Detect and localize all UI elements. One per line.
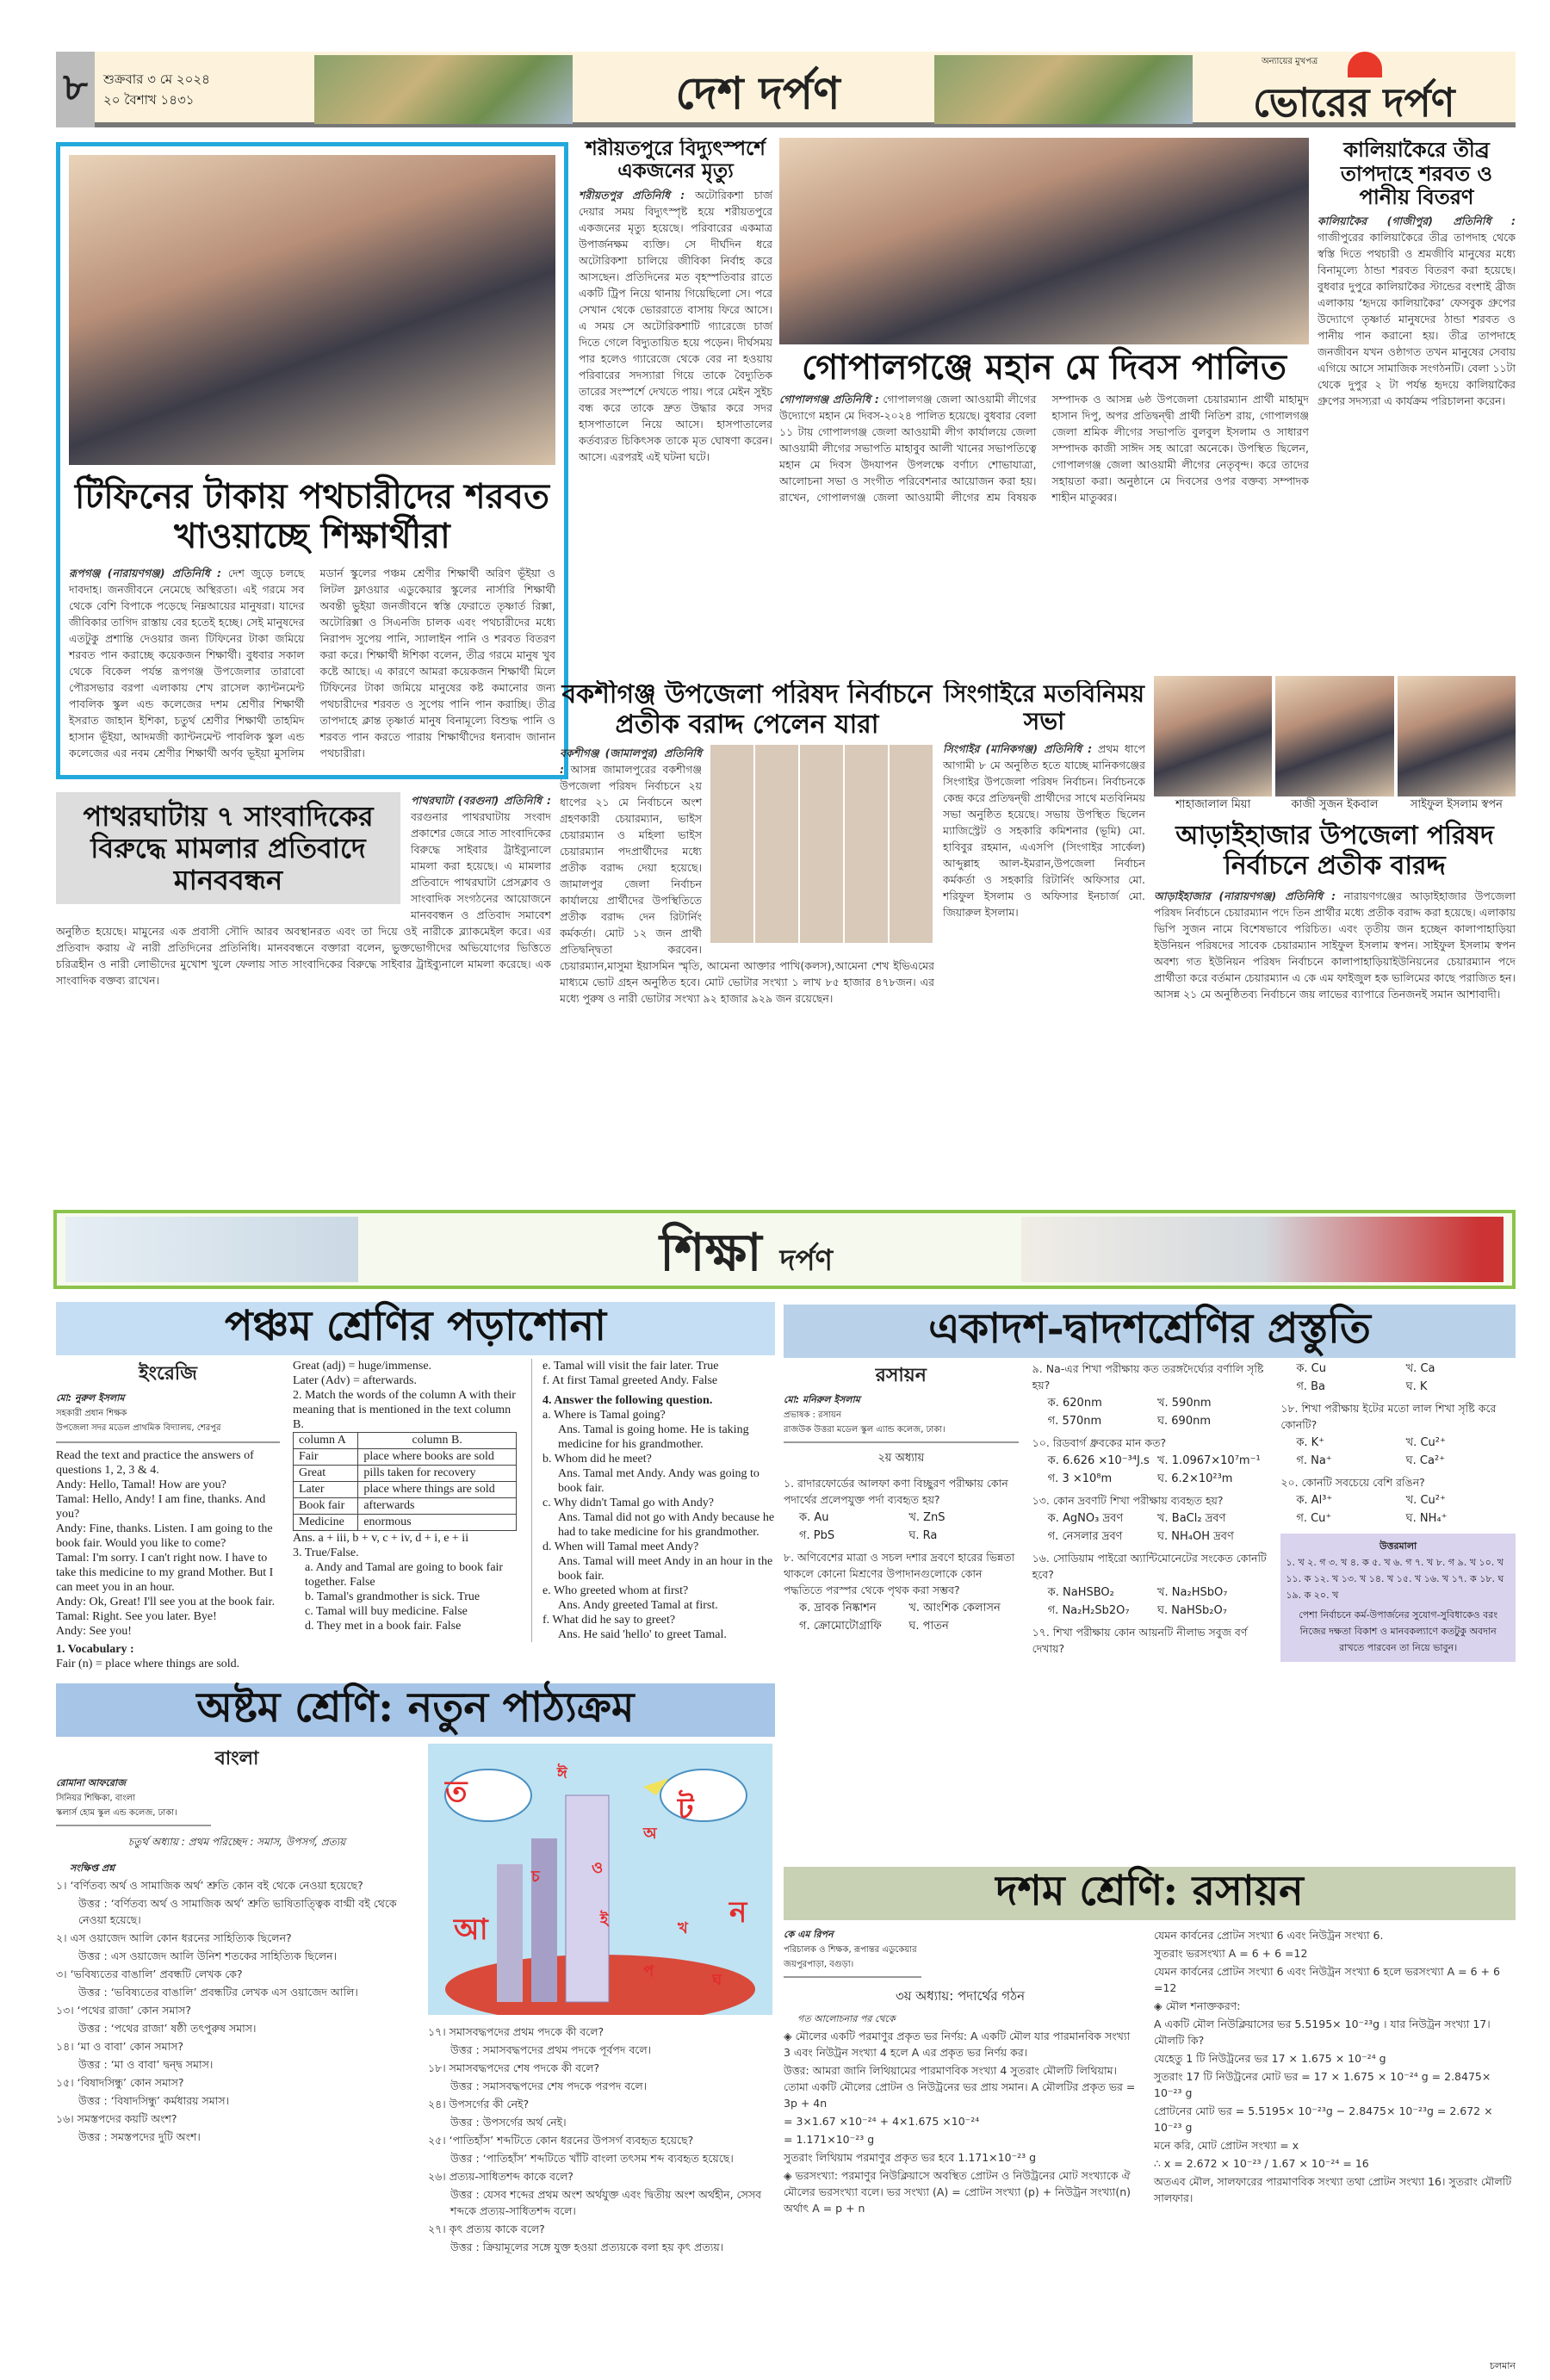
headline: আড়াইহাজার উপজেলা পরিষদ নির্বাচনে প্রতীক বারদ্দ	[1175, 821, 1494, 881]
mcq-option: গ. 570nm	[1047, 1415, 1102, 1428]
vocab-item: Great (adj) = huge/immense.	[293, 1360, 432, 1373]
answer: Ans. He said 'hello' to greet Tamal.	[558, 1628, 727, 1641]
answers-box: উত্তরমালা ১. খ ২. গ ৩. খ ৪. ক ৫. খ ৬. গ ৭. খ ৮. গ ৯. খ ১০. খ ১১. ক ১২. খ ১৩. খ ১৪. খ ১৫. খ ১৬. খ ১৭. ক ১৮. ঘ ১৯. ক ২০. খ পেশা নির্বাচনে কর্ম-উপার্জনের সুযোগ-সুবিধাকেও বরং নিজের দক্ষতা বিকাশ ও মানবকল্যাণে কতটুকু অবদান রাখতে পারবেন তা নিয়ে ভাবুন।	[1280, 1534, 1516, 1662]
vocab-heading: 1. Vocabulary :	[56, 1643, 134, 1656]
content-line: যেমন কার্বনের প্রোটন সংখ্যা 6 এবং নিউট্রন সংখ্যা 6.	[1154, 1929, 1384, 1942]
answer: Ans. Tamal did not go with Andy because he had to take medicine for his grandmother.	[558, 1511, 775, 1539]
content-line: উত্তর: আমরা জানি লিথিয়ামের পারমাণবিক সংখ্যা 4 সুতরাং মৌলটি লিথিয়াম। তোমা একটি মৌলের প্রোটন ও নিউট্রনের ভর প্রায় সমান। A মৌলটির প্রকৃত ভর = 3p + 4n	[784, 2064, 1136, 2110]
dateline: সিংগাইর (মানিকগঞ্জ) প্রতিনিধি :	[943, 742, 1093, 756]
mcq-option: খ. 1.0967×10⁷m⁻¹	[1156, 1454, 1261, 1467]
content-line: যেহেতু 1 টি নিউট্রনের ভর 17 × 1.675 × 10⁻²⁴ g	[1154, 2052, 1386, 2065]
mcq-option: ঘ. পাতন	[908, 1620, 949, 1633]
article-body: নারায়ণগঞ্জের আড়াইহাজার উপজেলা পরিষদ নির্বাচনে চেয়ারম্যান পদে তিন প্রার্থীর মধ্যে প্রতীক বরাদ্দ করা হয়েছে। এলাকায় ভিপি সুজন নামে বিশেষভাবে পরিচিত। এবং তৃতীয় জন হচ্ছেন কালাপাহাড়িয়া ইউনিয়ন পরিষদের সাবেক চেয়ারম্যান সাইফুল ইসলাম স্বপন। সাইফুল ইসলাম স্বপন অবশ্য গত ইউনিয়ন পরিষদ নির্বাচনে কালাপাহাড়িয়াইউনিয়নের চেয়ারম্যান পদে প্রার্থীতা করে বর্তমান চেয়ারম্যান এ কে এম ফাইজুল হক ভালিমের কাছে পরাজিত হন। আসন্ন ২১ মে অনুষ্ঠিতব্য নির্বাচনে জয় লাভের ব্যাপারে তিনজনই সমান আশাবাদী।	[1154, 889, 1516, 1001]
headline: বকশীগঞ্জ উপজেলা পরিষদ নির্বাচনে প্রতীক বরাদ্দ পেলেন যারা	[561, 680, 933, 740]
article-body: গাজীপুরের কালিয়াকৈরে তীব্র তাপদাহ থেকে স্বস্তি দিতে পথচারী ও শ্রমজীবি মানুষের মধ্যে বিনামূল্যে ঠান্ডা শরবত বিতরণ করা হয়েছে। বুধবার দুপুরে কালিয়াকৈর স্টান্ডের বংশাই ব্রীজ এলাকায় ‘হৃদয়ে কালিয়াকৈর’ ফেসবুক গ্রুপের উদ্যোগে তৃষ্ণার্ত মানুষদের ঠান্ডা শরবত ও পানীয় পান করানো হয়। তীব্র তাপদাহে জনজীবন যখন ওষ্ঠাগত তখন মানুষের সেবায় এগিয়ে আসে সামাজিক সংগঠনটি। বেলা ১১টা থেকে দুপুর ২ টা পর্যন্ত হৃদয়ে কালিয়াকৈর গ্রুপের সদস্যরা এ কার্যক্রম পরিচালনা করেন।	[1318, 230, 1516, 407]
content-line: অতএব মৌল, সালফারের পারমাণবিক সংখ্যা তথা প্রোটন সংখ্যা 16। সুতরাং মৌলটি সালফার।	[1154, 2175, 1512, 2204]
illustration-letter: ঈ	[557, 1764, 567, 1782]
issue-date	[103, 69, 210, 110]
question: ২৭। কৃৎ প্রত্যয় কাকে বলে?	[428, 2222, 545, 2235]
monument-pillar	[531, 1838, 557, 2002]
mcq-option: খ. Cu²⁺	[1405, 1436, 1446, 1449]
class8-bangla	[56, 1744, 775, 2372]
class5-english	[56, 1359, 775, 1677]
dialogue-line: Andy: Ok, Great! I'll see you at the book fair.	[56, 1596, 276, 1608]
question: b. Whom did he meet?	[542, 1453, 652, 1466]
content-right	[1154, 1927, 1516, 2208]
subject-title: ইংরেজি	[139, 1363, 197, 1385]
illustration-letter: ত	[445, 1775, 468, 1809]
author-role: প্রভাষক : রসায়ন	[784, 1410, 841, 1420]
alphabet-illustration	[428, 1744, 772, 2015]
qa-list-left	[56, 1877, 418, 2145]
headline: সিংগাইরে মতবিনিময় সভা	[944, 680, 1144, 736]
chapter-title: চতুর্থ অধ্যায় : প্রথম পরিচ্ছেদ : সমাস, উপসর্গ, প্রত্যয়	[127, 1836, 346, 1848]
date-bengali: ২০ বৈশাখ ১৪৩১	[103, 92, 195, 108]
newspaper-logo: ভোরের দর্পণ	[1253, 79, 1455, 126]
tf-list	[293, 1560, 517, 1633]
answer: Ans. Tamal is going home. He is taking medicine for his grandmother.	[558, 1423, 749, 1451]
candidate-photo-grid	[710, 745, 934, 943]
mcq-question: ১৮. শিখা পরীক্ষায় ইটের মতো লাল শিখা সৃষ্টি করে কোনটি?	[1280, 1402, 1497, 1431]
author-role: পরিচালক ও শিক্ষক, রূপান্তর এডুকেয়ার	[784, 1945, 917, 1955]
tf-item: e. Tamal will visit the fair later. True	[542, 1360, 719, 1373]
headline: টিফিনের টাকায় পথচারীদের শরবত খাওয়াচ্ছে শিক্ষার্থীরা	[75, 476, 549, 556]
section-title: দেশ দর্পণ	[675, 67, 840, 120]
answer: উত্তর : যেসব শব্দের প্রথম অংশ অর্থযুক্ত এবং দ্বিতীয় অংশ অর্থহীন, সেসব শব্দকে প্রত্যয়-সাধিতশব্দ বলে।	[450, 2188, 762, 2217]
illustration-letter: ঘ	[712, 1971, 722, 1989]
answer: উত্তর : ‘বর্ণিতব্য অর্থ ও সামাজিক অর্থ’ শ্রুতি ভাষিতাত্ত্বিক বাগ্মী বই থেকে নেওয়া হয়েছে।	[78, 1897, 397, 1926]
vocab-item: Later (Adv) = afterwards.	[293, 1374, 417, 1387]
mcq-option: গ. PbS	[799, 1529, 835, 1542]
dateline: বকশীগঞ্জ (জামালপুর) প্রতিনিধি :	[560, 747, 702, 776]
header-photo-field	[934, 55, 1193, 124]
mcq-option: ঘ. NH₄⁺	[1405, 1512, 1448, 1525]
story-photo-may-day	[779, 138, 1309, 344]
illustration-letter: খ	[678, 1919, 688, 1937]
answer: উত্তর : সমাসবদ্ধপদের প্রথম পদকে পূর্বপদ বলে।	[450, 2043, 652, 2056]
mcq-question: ৯. Na-এর শিখা পরীক্ষায় কত তরঙ্গদৈর্ঘ্যের বর্ণালি সৃষ্টি হয়?	[1032, 1362, 1264, 1391]
mcq-option: ক. NaHSBO₂	[1047, 1586, 1114, 1599]
answer: উত্তর : ‘ভবিষ্যতের বাঙালি’ প্রবন্ধটির লেখক এস ওয়াজেদ আলি।	[78, 1986, 358, 1999]
story-photo-students	[69, 155, 555, 465]
match-answer: Ans. a + iii, b + v, c + iv, d + i, e + ii	[293, 1532, 469, 1545]
tf-item: f. At first Tamal greeted Andy. False	[542, 1374, 718, 1387]
answer: উত্তর : ‘মা ও বাবা’ দ্বন্দ্ব সমাস।	[78, 2058, 214, 2071]
headline: কালিয়াকৈরে তীব্র তাপদাহে শরবত ও পানীয় বিতরণ	[1340, 138, 1493, 210]
mcq-question: ১৭. শিখা পরীক্ষায় কোন আয়নটি নীলাভ সবুজ বর্ণ দেখায়?	[1032, 1626, 1248, 1655]
shiksha-darpan-banner	[53, 1210, 1516, 1289]
illustration-letter: আ	[454, 1912, 488, 1947]
dialogue-line: Tamal: Hello, Andy! I am fine, thanks. And you?	[56, 1493, 266, 1521]
dialogue-line: Andy: Fine, thanks. Listen. I am going to the book fair. Would you like to come?	[56, 1522, 273, 1550]
photo-caption: সাইফুল ইসলাম স্বপন	[1410, 798, 1503, 811]
mcq-option: ঘ. 6.2×10²³m	[1156, 1472, 1233, 1485]
story-bakshiganj	[560, 680, 934, 1205]
tf-item: d. They met in a book fair. False	[305, 1620, 462, 1633]
question: c. Why didn't Tamal go with Andy?	[542, 1497, 714, 1509]
class10-chemistry	[784, 1927, 1516, 2375]
content-left	[784, 2028, 1137, 2216]
class8-section-header: অষ্টম শ্রেণি: নতুন পাঠ্যক্রম	[56, 1683, 775, 1737]
answer: Ans. Tamal met Andy. Andy was going to book fair.	[558, 1467, 760, 1495]
mcq-option: ক. 620nm	[1047, 1397, 1102, 1410]
mcq-option: ক. Au	[799, 1511, 829, 1524]
question: ২৬। প্রত্যয়-সাধিতশব্দ কাকে বলে?	[428, 2170, 574, 2183]
monument-pillar	[497, 1864, 523, 2002]
banner-photo-students	[65, 1217, 358, 1282]
content-line: প্রোটনের মোট ভর = 5.5195× 10⁻²³g − 2.8475× 10⁻²³g = 2.672 × 10⁻²³ g	[1154, 2104, 1493, 2134]
author-name: মো: নুরুল ইসলাম	[56, 1392, 125, 1404]
mcq-option: খ. আংশিক কেলাসন	[908, 1602, 1001, 1615]
tf-item: c. Tamal will buy medicine. False	[305, 1605, 468, 1618]
masthead	[56, 52, 1516, 127]
mcq-option: গ. Na⁺	[1296, 1454, 1332, 1467]
tf-item: a. Andy and Tamal are going to book fair together. False	[305, 1561, 504, 1589]
author-school: স্কলার্স হোম স্কুল এন্ড কলেজ, ঢাকা।	[56, 1808, 177, 1818]
question-2: 2. Match the words of the column A with their meaning that is mentioned in the text column B.	[293, 1389, 516, 1431]
mcq-option: গ. 3 ×10⁸m	[1047, 1472, 1113, 1485]
candidate-photo	[1398, 676, 1516, 796]
mcq-option: ক. Al³⁺	[1296, 1494, 1333, 1507]
mcq-option: ক. AgNO₃ দ্রবণ	[1047, 1512, 1124, 1525]
answer: Ans. Tamal will meet Andy in an hour in the book fair.	[558, 1555, 773, 1583]
dateline: পাথরঘাটা (বরগুনা) প্রতিনিধি :	[411, 794, 551, 807]
author-name: মো: মনিরুল ইসলাম	[784, 1394, 860, 1405]
subject-title: বাংলা	[214, 1748, 259, 1770]
mcq-option: গ. ক্রোমোটোগ্রাফি	[799, 1620, 882, 1633]
illustration-letter: চ	[531, 1868, 540, 1886]
mcq-question: ২০. কোনটি সবচেয়ে বেশি রঙিন?	[1280, 1476, 1425, 1489]
content-line: ∴ x = 2.672 × 10⁻²³ / 1.67 × 10⁻²⁴ = 16	[1154, 2157, 1369, 2170]
page-number: ৮	[56, 52, 95, 127]
mcq-question: ১. রাদারফোর্ডের আলফা কণা বিচ্ছুরণ পরীক্ষায় কোন পদার্থের প্রলেপযুক্ত পর্দা ব্যবহৃত হয়?	[784, 1477, 1008, 1506]
answer: উত্তর : ‘পথের রাজা’ ষষ্ঠী তৎপুরুষ সমাস।	[78, 2022, 257, 2035]
answer: উত্তর : সমস্তপদের দুটি অংশ।	[78, 2130, 201, 2143]
match-table: column A column B. Fair place where books are sold Great pills taken for recovery Later place where things are sold Book fair afterwards Medicine enormous	[293, 1432, 517, 1531]
story-kaliakoir	[1318, 138, 1516, 667]
dialogue-line: Tamal: I'm sorry. I can't right now. I have to take this medicine to my grand Mother. But I can meet you in an hour.	[56, 1552, 274, 1594]
class10-section-header: দশম শ্রেণি: রসায়ন	[784, 1867, 1516, 1920]
story-shariatpur	[579, 138, 772, 672]
illustration-letter: ন	[729, 1895, 747, 1930]
chapter-title: ৩য় অধ্যায়: পদার্থের গঠন	[895, 1988, 1026, 2004]
candidate-photo	[1154, 676, 1272, 796]
mcq-option: গ. Ba	[1296, 1380, 1325, 1393]
answer: উত্তর : ‘পাতিহাঁস’ শব্দটিতে খাঁটি বাংলা তৎসম শব্দ ব্যবহৃত হয়েছে।	[450, 2152, 734, 2165]
article-body: প্রথম ধাপে আগামী ৮ মে অনুষ্ঠিত হতে যাচ্ছে মানিকগঞ্জের সিংগাইর উপজেলা পরিষদ নির্বাচন। নির্বাচনকে কেন্দ্র করে প্রতিদ্বন্দ্বী প্রার্থীদের সাথে মতবিনিময় সভা অনুষ্ঠিত হয়েছে। সভায় উপস্থিত ছিলেন ম্যাজিস্ট্রেট ও সহকারি কমিশনার (ভূমি) মো. হাবিবুর রহমান, এএসপি (সিংগাইর সার্কেল) আব্দুল্লাহ আল-ইমরান,উপজেলা নির্বাচন কর্মকর্তা ও সহকারি রিটার্নিং অফিসার মো. শরিফুল ইসলাম ও অফিসার ইনচার্জ মো. জিয়ারুল ইসলাম।	[943, 742, 1145, 920]
mcq-option: গ. নেসলার দ্রবণ	[1047, 1530, 1123, 1543]
mcq-option: ঘ. NH₄OH দ্রবণ	[1156, 1530, 1234, 1543]
author-school: জয়পুরপাড়া, বগুড়া।	[784, 1960, 854, 1969]
mcq-option: ঘ. Ca²⁺	[1405, 1454, 1446, 1467]
cloud-icon	[660, 1770, 747, 1821]
continued-note: গত আলোচনার পর থেকে	[797, 2013, 896, 2024]
question: ২। এস ওয়াজেদ আলি কোন ধরনের সাহিত্যিক ছিলেন?	[56, 1931, 292, 1944]
answer: উত্তর : এস ওয়াজেদ আলি উনিশ শতকের সাহিত্যিক ছিলেন।	[78, 1949, 338, 1962]
article-body: অটোরিকশা চার্জ দেয়ার সময় বিদ্যুৎস্পৃষ্ট হয়ে শরীয়তপুরে একজনের মৃত্যু হয়েছে। পরিবারের একমাত্র উপার্জনক্ষম ব্যক্তি। সে দীর্ঘদিন ধরে অটোরিকশা চালিয়ে জীবিকা নির্বাহ করে আসছেন। প্রতিদিনের মত বৃহস্পতিবার রাতে একটি ট্রিপ নিয়ে থানায় গিয়েছিলো সে। পরে সেখান থেকে ভোররাতে বাসায় ফিরে আসে। এ সময় সে অটোরিকশাটি গ্যারেজে চার্জ দিতে গেলে বিদ্যুতায়িত হয়ে পড়েন। দীর্ঘসময় পার হলেও গ্যারেজে থেকে বের না হওয়ায় পরিবারের সদস্যারা গিয়ে তাকে বৈদ্যুতিক তারের সংস্পর্শে দেখতে পায়। পরে মেইন সুইচ বন্ধ করে তাকে দ্রুত উদ্ধার করে সদর হাসপাতালে নিয়ে আসে। হাসপাতালের কর্তব্যরত চিকিৎসক তাকে মৃত ঘোষণা করেন। আসে। এরপরই এই ঘটনা ঘটে।	[579, 188, 772, 463]
dateline: কালিয়াকৈর (গাজীপুর) প্রতিনিধি :	[1318, 214, 1516, 227]
question: ১৭। সমাসবদ্ধপদের প্রথম পদকে কী বলে?	[428, 2025, 604, 2038]
author-school: রাজউক উত্তরা মডেল স্কুল এ্যান্ড কলেজ, ঢাকা।	[784, 1425, 946, 1435]
vocab-item: Fair (n) = place where things are sold.	[56, 1658, 240, 1670]
question: ১৬। সমস্তপদের কয়টি অংশ?	[56, 2112, 177, 2125]
question: ১৮। সমাসবদ্ধপদের শেষ পদকে কী বলে?	[428, 2061, 600, 2074]
article-body: গোপালগঞ্জ জেলা আওয়ামী লীগের উদ্যোগে মহান মে দিবস-২০২৪ পালিত হয়েছে। বুধবার বেলা ১১ টায় গোপালগঞ্জ জেলা আওয়ামী লীগ কার্যালয়ে জেলা আওয়ামী লীগের সভাপতি মাহাবুব আলী খানের সভাপতিত্বে মহান মে দিবস উদযাপন উপলক্ষে বর্ণাঢ্য শোভাযাত্রা, আলোচনা সভা ও সংগীত পরিবেশনার আয়োজন করা হয়। রাখেন, গোপালগঞ্জ জেলা আওয়ামী লীগের শ্রম বিষয়ক সম্পাদক ও আসন্ন ৬ষ্ঠ উপজেলা চেয়ারম্যান প্রার্থী মাহামুদ হাসান দিপু, অপর প্রতিদ্বন্দ্বী প্রার্থী নিতিশ রায়, গোপালগঞ্জ জেলা শ্রমিক লীগের সভাপতি বুলবুল ইসলাম ও সাধারণ সম্পাদক কাজী সাঈদ সহ আরো অনেকে। উপস্থিত ছিলেন, গোপালগঞ্জ জেলা আওয়ামী লীগের নেতৃবৃন্দ। করে তাদের সহায়তা করা। অনুষ্ঠানে মে দিবসের ওপর বক্তব্য সম্পাদক শাহীন মাতুব্বর।	[779, 393, 1309, 504]
dialogue	[56, 1478, 280, 1639]
headline: গোপালগঞ্জে মহান মে দিবস পালিত	[801, 347, 1287, 387]
answer: উত্তর : উপসর্গের অর্থ নেই।	[450, 2116, 567, 2129]
content-line: সুতরাং ভরসংখ্যা A = 6 + 6 =12	[1154, 1947, 1308, 1960]
date-gregorian: শুক্রবার ৩ মে ২০২৪	[103, 71, 210, 87]
question: a. Where is Tamal going?	[542, 1409, 666, 1422]
subheading: সংক্ষিপ্ত প্রশ্ন	[70, 1862, 115, 1874]
answer: উত্তর : ‘বিষাদসিন্ধু’ কর্মধারয় সমাস।	[78, 2094, 230, 2107]
article-body: আসন্ন জামালপুরের বকশীগঞ্জ উপজেলা পরিষদ নির্বাচনে ২য় ধাপের ২১ মে নির্বাচনে অংশ গ্রহণকারী চেয়ারম্যান, ভাইস চেয়ারম্যান ও মহিলা ভাইস চেয়ারম্যান পদপ্রার্থীদের মধ্যে প্রতীক বরাদ্দ দেয়া হয়েছে। জামালপুর জেলা নির্বাচন কার্যালয়ে প্রার্থীদের উপস্থিতিতে প্রতীক বরাদ্দ দেন রিটার্নিং কর্মকর্তা। মোট ১২ জন প্রার্থী প্রতিদ্বন্দ্বিতা করবেন। চেয়ারম্যান,মাসুমা ইয়াসমিন স্মৃতি, আমেনা আক্তার পাখি(কলস),আমেনা শেখ ইভিএমের মাধ্যমে ভোট গ্রহন অনুষ্ঠিত হবে। মোট ভোটার সংখ্যা ১ লাখ ৮৫ হাজার ৪৭৮জন। এর মধ্যে পুরুষ ও নারী ভোটার সংখ্যা ৯২ হাজার ৯২৯ জন রয়েছেন।	[560, 763, 934, 1005]
photo-caption: শাহাজালাল মিয়া	[1175, 798, 1251, 811]
mcq-option: ঘ. K	[1405, 1380, 1428, 1393]
illustration-letter: অ	[643, 1825, 657, 1843]
question: ১। ‘বর্ণিতব্য অর্থ ও সামাজিক অর্থ’ শ্রুতি কোন বই থেকে নেওয়া হয়েছে?	[56, 1879, 363, 1892]
question: ১৫। ‘বিষাদসিন্ধু’ কোন সমাস?	[56, 2076, 184, 2089]
logo-tagline: অন্যায়ের মুখপত্র	[1262, 57, 1318, 66]
qa-list-right	[428, 2024, 772, 2257]
mcq-option: ক. 6.626 ×10⁻³⁴J.s	[1047, 1454, 1150, 1467]
content-line: ◈ মৌল শনাক্তকরণ:	[1154, 1999, 1241, 2012]
author-role: সিনিয়র শিক্ষিকা, বাংলা	[56, 1794, 135, 1803]
mcq-option: গ. Cu⁺	[1296, 1512, 1332, 1525]
dateline: আড়াইহাজার (নারায়ণগঞ্জ) প্রতিনিধি :	[1154, 889, 1336, 902]
class5-section-header: পঞ্চম শ্রেণির পড়াশোনা	[56, 1302, 775, 1355]
chapter-title: ২য় অধ্যায়	[877, 1452, 925, 1465]
question-4: 4. Answer the following question.	[542, 1394, 713, 1407]
mcq-question: ৮. অণিবেশের মাত্রা ও সচল দশার দ্রবণে হারের ভিন্নতা থাকলে কোনো মিশ্রণের উপাদানগুলোকে কোন পদ্ধতিতে পরস্পর থেকে পৃথক করা সম্ভব?	[784, 1551, 1015, 1596]
content-line: যেমন কার্বনের প্রোটন সংখ্যা 6 এবং নিউট্রন সংখ্যা 6 হলে ভরসংখ্যা A = 6 + 6 =12	[1154, 1965, 1500, 1994]
class11-section-header: একাদশ-দ্বাদশশ্রেণির প্রস্তুতি	[784, 1305, 1516, 1358]
content-line: = 1.171×10⁻²³ g	[784, 2133, 875, 2146]
content-line: ◈ ভরসংখ্যা: পরমাণুর নিউক্লিয়াসে অবস্থিত প্রোটন ও নিউট্রনের মোট সংখ্যাকে ঐ মৌলের ভরসংখ্যা বলে। ভর সংখ্যা (A) = প্রোটন সংখ্যা (p) + নিউট্রন সংখ্যা(n) অর্থাৎ A = p + n	[784, 2169, 1132, 2215]
article-body: দেশ জুড়ে চলছে দাবদাহ। জনজীবনে নেমেছে অস্থিরতা। এই গরমে সব থেকে বেশি বিপাকে পড়েছে নিম্নআয়ের মানুষরা। যাদের জীবিকার তাগিদ রাস্তায় বের হতেই হচ্ছে। সেই মানুষদের এতটুকু প্রশান্তি দেওয়ার জন্য টিফিনের টাকা জমিয়ে শরবত পান করাচ্ছে কয়েকজন শিক্ষার্থী। বুধবার সকাল থেকে বিকেল পর্যন্ত রূপগঞ্জ উপজেলার তারাবো পৌরসভার বরপা এলাকায় শেখ রাসেল ক্যান্টনমেন্ট পাবলিক স্কুল এন্ড কলেজের দশম শ্রেণীর শিক্ষার্থী ইসরাত জাহান ইশিকা, চতুর্থ শ্রেণীর শিক্ষার্থী তাহমিদ হাসান ভূঁইয়া, আদমজী ক্যান্টনমেন্ট পাবলিক স্কুল এন্ড কলেজের এর নবম শ্রেণীর শিক্ষার্থী অর্ণব ভূইয়া মুসলিম মডার্ন স্কুলের পঞ্চম শ্রেণীর শিক্ষার্থী অরিণ ভূঁইয়া ও লিটল ফ্লাওয়ার এডুকেয়ার স্কুলের নার্সারি শিক্ষার্থী অবন্তী ভুইয়া জনজীবনে স্বস্তি ফেরাতে তৃষ্ণার্ত রিক্সা, অটোরিক্সা ও সিএনজি চালক এবং পথচারীদের মধ্যে নিরাপদ সুপেয় পানি, স্যালাইন পানি ও শরবত বিতরণ করা করে। শিক্ষার্থী ঈশিকা বলেন, তীব্র গরমে মানুষ খুব কষ্টে আছে। এ কারণে আমরা কয়েকজন শিক্ষার্থী মিলে টিফিনের টাকা জমিয়ে মানুষের কষ্ট কমানোর জন্য পথচারীদের শরবত ও সুপেয় পানি পান করাচ্ছি। তীব্র তাপদাহে ক্লান্ত তৃষ্ণার্ত মানুষ বিনামূল্যে বিশুদ্ধ পানি ও শরবত পান করতে পারায় শিক্ষার্থীদের ধন্যবাদ জানান পথচারীরা।	[69, 567, 555, 759]
mcq-option: ক. Cu	[1296, 1362, 1326, 1375]
mcq-option: ঘ. NaHSb₂O₇	[1156, 1604, 1227, 1617]
mcq-option: ক. K⁺	[1296, 1436, 1325, 1449]
content-line: ◈ মৌলের একটি পরমাণুর প্রকৃত ভর নির্ণয়: A একটি মৌল যার পারমানবিক সংখ্যা 3 এবং নিউট্রন সংখ্যা 4 হলে A এর প্রকৃত ভর নির্ণয় কর।	[784, 2030, 1131, 2059]
story-sharbat	[56, 142, 568, 779]
answer: Ans. Andy greeted Tamal at first.	[558, 1599, 718, 1612]
illustration-letter: ই	[600, 1911, 609, 1929]
story-gopalganj	[779, 138, 1309, 667]
content-line: সুতরাং 17 টি নিউট্রনের মোট ভর = 17 × 1.675 × 10⁻²⁴ g = 2.8475× 10⁻²³ g	[1154, 2070, 1491, 2099]
content-line: সুতরাং লিথিয়াম পরমাণুর প্রকৃত ভর হবে 1.171×10⁻²³ g	[784, 2151, 1037, 2164]
question: ২৪। উপসর্গের কী নেই?	[428, 2098, 530, 2110]
mcq-option: ক. দ্রাবক নিষ্কাশন	[799, 1602, 877, 1615]
tf-list-cont	[542, 1359, 775, 1388]
answer: উত্তর : ক্রিয়ামূলের সঙ্গে যুক্ত হওয়া প্রত্যয়কে বলা হয় কৃৎ প্রত্যয়।	[450, 2241, 724, 2253]
content-line: মনে করি, মোট প্রোটন সংখ্যা = x	[1154, 2139, 1299, 2152]
question: f. What did he say to greet?	[542, 1614, 676, 1627]
author-role: সহকারী প্রধান শিক্ষক	[56, 1409, 127, 1418]
tf-item: b. Tamal's grandmother is sick. True	[305, 1590, 480, 1603]
subject-title: রসায়ন	[875, 1365, 927, 1386]
question: ১৩। ‘পথের রাজা’ কোন সমাস?	[56, 2004, 191, 2017]
headline: পাথরঘাটায় ৭ সাংবাদিকের বিরুদ্ধে মামলার প্রতিবাদে মানববন্ধন	[56, 792, 400, 904]
content-line: = 3×1.67 ×10⁻²⁴ + 4×1.675 ×10⁻²⁴	[784, 2115, 980, 2128]
author-name: কে এম রিপন	[784, 1929, 834, 1940]
mcq-question: ১৬. সোডিয়াম পাইরো অ্যান্টিমোনেটের সংকেত কোনটি হবে?	[1032, 1552, 1267, 1581]
candidate-photo	[1275, 676, 1393, 796]
class11-chemistry	[784, 1360, 1516, 1860]
story-singair	[943, 680, 1145, 1205]
author-school: উপজেলা সদর মডেল প্রাথমিক বিদ্যালয়, শেরপুর	[56, 1423, 221, 1433]
question: e. Who greeted whom at first?	[542, 1584, 689, 1597]
question: ১৪। ‘মা ও বাবা’ কোন সমাস?	[56, 2040, 184, 2053]
instructions: Read the text and practice the answers of questions 1, 2, 3 & 4.	[56, 1449, 254, 1477]
mcq-option: খ. ZnS	[908, 1511, 946, 1524]
illustration-letter: প	[643, 1962, 654, 1980]
mcq-option: খ. BaCl₂ দ্রবণ	[1156, 1512, 1226, 1525]
dialogue-line: Andy: See you!	[56, 1625, 132, 1638]
illustration-letter: ও	[592, 1859, 604, 1877]
mcq-option: খ. Ca	[1405, 1362, 1435, 1375]
question: ২৫। ‘পাতিহাঁস’ শব্দটিতে কোন ধরনের উপসর্গ ব্যবহৃত হয়েছে?	[428, 2134, 694, 2147]
mcq-option: ঘ. 690nm	[1156, 1415, 1211, 1428]
dateline: রূপগঞ্জ (নারায়ণগঞ্জ) প্রতিনিধি :	[69, 567, 221, 580]
dialogue-line: Andy: Hello, Tamal! How are you?	[56, 1478, 226, 1491]
mcq-option: খ. Na₂HSbO₇	[1156, 1586, 1228, 1599]
content-line: A একটি মৌল নিউক্লিয়াসের ভর 5.5195× 10⁻²³g । যার নিউট্রন সংখ্যা 17। মৌলটি কি?	[1154, 2017, 1491, 2047]
mcq-question: ১০. রিডবার্গ ধ্রুবকের মান কত?	[1032, 1436, 1167, 1449]
monument-pillar	[566, 1795, 609, 2002]
author-name: রোমানা আফরোজ	[56, 1777, 126, 1788]
answer: উত্তর : সমাসবদ্ধপদের শেষ পদকে পরপদ বলে।	[450, 2079, 648, 2092]
headline: শরীয়তপুরে বিদ্যুৎস্পর্শে একজনের মৃত্যু	[586, 138, 766, 183]
story-araihazar	[1154, 676, 1516, 1205]
mcq-question: ১৩. কোন দ্রবণটি শিখা পরীক্ষায় ব্যবহৃত হয়?	[1032, 1494, 1224, 1507]
dateline: শরীয়তপুর প্রতিনিধি :	[579, 188, 685, 201]
question: d. When will Tamal meet Andy?	[542, 1540, 699, 1553]
mcq-option: খ. 590nm	[1156, 1397, 1212, 1410]
continued-footer: চলমান	[1490, 2360, 1516, 2371]
article-body: বরগুনার পাথরঘাটায় সংবাদ প্রকাশের জেরে সাত সাংবাদিকের বিরুদ্ধে সাইবার ট্রাইব্যুনালে মামলা করা হয়েছে। এ মামলার প্রতিবাদে পাথরঘাটা প্রেসক্লাব ও সাংবাদিক সংগঠনের আয়োজনে মানববন্ধন ও প্রতিবাদ সমাবেশ অনুষ্ঠিত হয়েছে। মামুনের এক প্রবাসী সৌদি আরব অবস্থানরত এবং তা দিয়ে ওই নারীকে ব্ল্যাকমেইল করে। এর প্রতিবাদ করায় ঐ নারী প্রতিদিনের প্রতিনিধি। মানববন্ধনে বক্তারা বলেন, ভুক্তভোগীদের অভিযোগের ভিত্তিতে চরিত্রহীন ও নারী লোভীদের মুখোশ খুলে ফেলায় সাত সাংবাদিকের বিরুদ্ধে সাইবার ট্রাইব্যুনালে মামলা করেছে। এক সাংবাদিক বক্তব্য রাখেন।	[56, 810, 551, 987]
mcq-option: গ. Na₂H₂Sb2O₇	[1047, 1604, 1130, 1617]
dialogue-line: Tamal: Right. See you later. Bye!	[56, 1610, 217, 1623]
photo-caption: কাজী সুজন ইকবাল	[1291, 798, 1379, 811]
story-pathorghata	[56, 792, 551, 1205]
question: ৩। ‘ভবিষ্যতের বাঙালি’ প্রবন্ধটি লেখক কে?	[56, 1968, 243, 1980]
mcq-option: ঘ. Ra	[908, 1529, 938, 1542]
mcq-option: খ. Cu²⁺	[1405, 1494, 1446, 1507]
dateline: গোপালগঞ্জ প্রতিনিধি :	[779, 393, 879, 406]
header-photo-harvest	[314, 55, 573, 124]
tf-heading: 3. True/False.	[293, 1546, 359, 1559]
qa-list	[542, 1408, 775, 1642]
banner-photo-classroom	[1021, 1217, 1504, 1282]
banner-title: শিক্ষা দর্পণ	[660, 1223, 834, 1283]
illustration-letter: ট	[678, 1792, 694, 1826]
